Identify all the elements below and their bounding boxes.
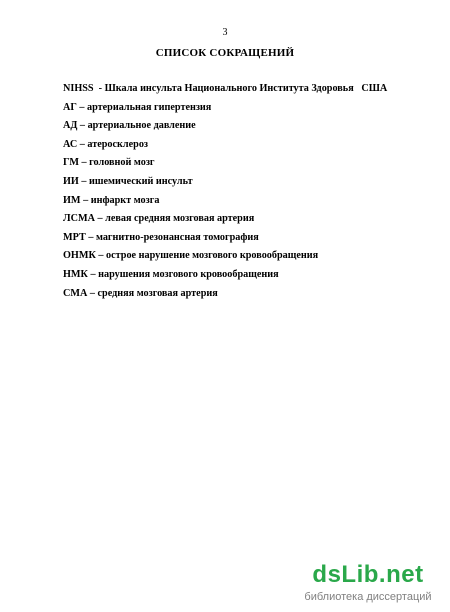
abbreviation-term: ИИ [63, 175, 79, 187]
abbreviation-term: АД [63, 120, 78, 132]
abbreviation-term: МРТ [63, 231, 86, 243]
dslib-watermark [298, 562, 438, 604]
abbreviation-separator: – [78, 157, 90, 169]
abbreviation-separator: - [93, 83, 105, 94]
abbreviation-separator: – [77, 120, 88, 132]
abbreviation-separator: – [85, 231, 96, 243]
page-title: СПИСОК СОКРАЩЕНИЙ [155, 47, 295, 59]
abbreviation-item [63, 286, 387, 305]
abbreviation-definition: артериальная гипертензия [87, 101, 212, 113]
abbreviation-term: НМК [63, 268, 88, 280]
abbreviation-item [63, 248, 387, 267]
abbreviation-separator: – [77, 138, 88, 150]
abbreviation-definition: левая средняя мозговая артерия [105, 213, 255, 225]
abbreviation-definition: средняя мозговая артерия [97, 287, 218, 299]
abbreviation-definition: магнитно-резонансная томография [95, 231, 259, 243]
abbreviation-item [63, 137, 387, 156]
abbreviation-item [63, 211, 387, 230]
abbreviation-separator: – [94, 213, 106, 225]
abbreviation-item [63, 100, 387, 119]
abbreviation-list [63, 81, 387, 304]
abbreviation-item [63, 81, 387, 100]
abbreviation-definition: головной мозг [89, 157, 155, 169]
abbreviation-term: NIHSS [63, 83, 94, 94]
abbreviation-definition: артериальное давление [87, 120, 196, 132]
abbreviation-term: ГМ [63, 157, 79, 169]
abbreviation-term: АС [63, 138, 78, 150]
abbreviation-definition: ишемический инсульт [89, 175, 193, 187]
abbreviation-definition: атеросклероз [87, 138, 149, 150]
abbreviation-definition: острое нарушение мозгового кровообращения [106, 250, 319, 262]
abbreviation-separator: – [76, 101, 88, 113]
page-number: 3 [222, 27, 228, 38]
abbreviation-separator: – [87, 268, 99, 280]
abbreviation-definition: инфаркт мозга [90, 194, 160, 206]
watermark-logo: dsLib.net [312, 561, 424, 588]
abbreviation-term: ЛСМА [63, 213, 95, 225]
abbreviation-item [63, 193, 387, 212]
abbreviation-separator: – [95, 250, 107, 262]
abbreviation-item [63, 230, 387, 249]
abbreviation-separator: – [80, 194, 91, 206]
abbreviation-term: АГ [63, 101, 77, 113]
abbreviation-item [63, 174, 387, 193]
abbreviation-item [63, 155, 387, 174]
abbreviation-definition: нарушения мозгового кровообращения [98, 268, 279, 280]
abbreviation-item [63, 267, 387, 286]
watermark-subtitle: библиотека диссертаций [304, 591, 432, 603]
abbreviation-term: ОНМК [63, 250, 96, 262]
abbreviation-separator: – [78, 175, 90, 187]
abbreviation-item [63, 118, 387, 137]
abbreviation-term: СМА [63, 287, 88, 299]
abbreviation-definition: Шкала инсульта Национального Института Здоровья США [104, 83, 388, 94]
abbreviation-separator: – [87, 287, 98, 299]
abbreviation-term: ИМ [63, 194, 81, 206]
